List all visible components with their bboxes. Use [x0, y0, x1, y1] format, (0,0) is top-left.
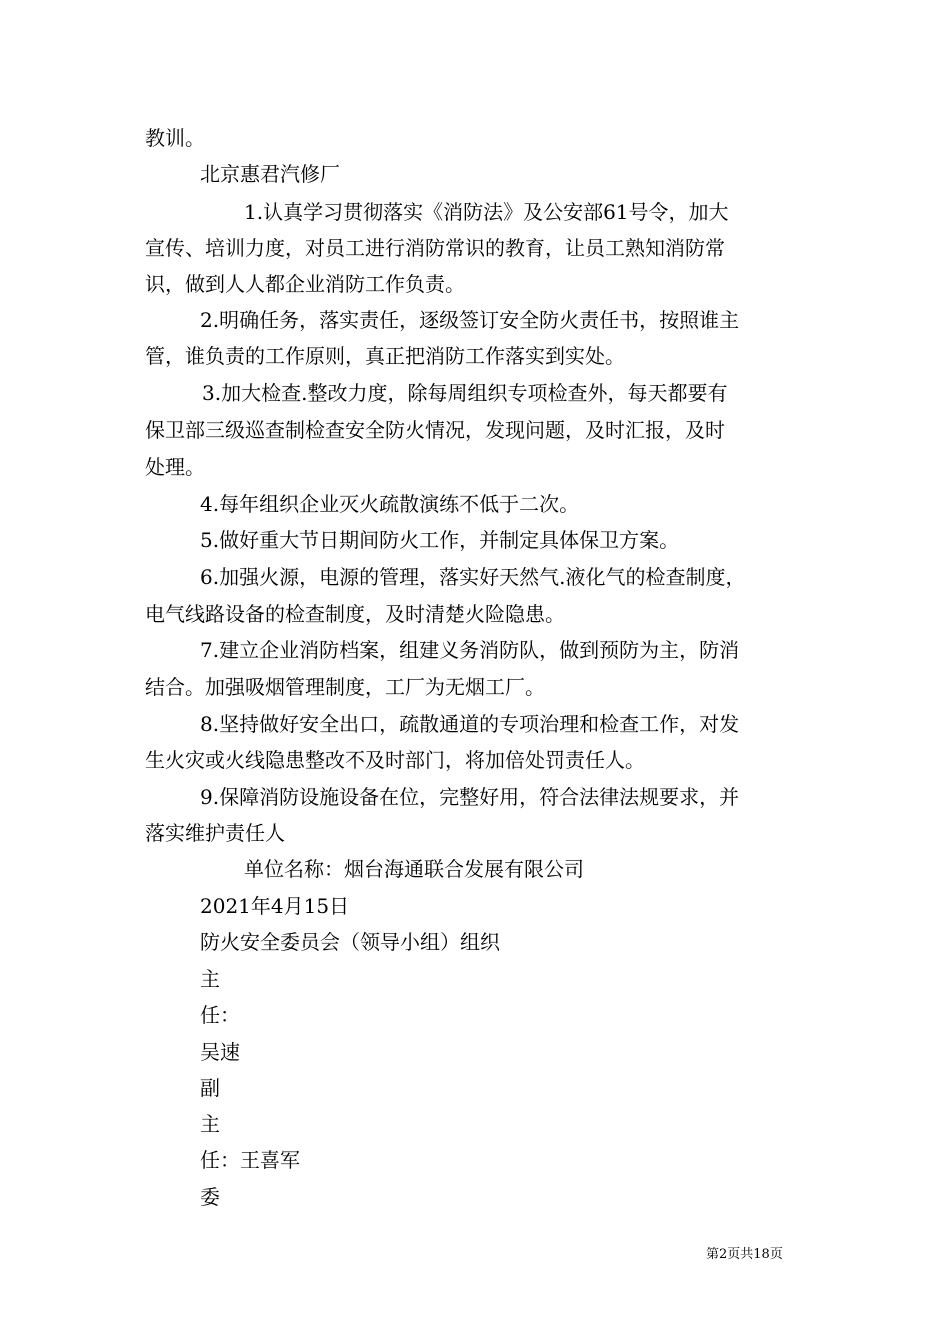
text-line: 3.加大检查.整改力度，除每周组织专项检查外，每天都要有 [202, 381, 728, 405]
text-line: 防火安全委员会（领导小组）组织 [200, 930, 500, 954]
text-line: 委 [200, 1185, 220, 1209]
text-line: 北京惠君汽修厂 [200, 162, 340, 186]
text-line: 任：王喜军 [200, 1148, 300, 1172]
text-line: 2021年4月15日 [200, 894, 350, 918]
text-line: 7.建立企业消防档案，组建义务消防队，做到预防为主，防消 [200, 638, 740, 662]
text-line: 教训。 [145, 126, 205, 150]
text-line: 结合。加强吸烟管理制度，工厂为无烟工厂。 [145, 675, 545, 699]
text-line: 生火灾或火线隐患整改不及时部门，将加倍处罚责任人。 [145, 748, 645, 772]
text-line: 5.做好重大节日期间防火工作，并制定具体保卫方案。 [200, 528, 680, 552]
text-line: 主 [200, 967, 220, 991]
text-line: 主 [200, 1112, 220, 1136]
text-line: 2.明确任务，落实责任，逐级签订安全防火责任书，按照谁主 [200, 308, 740, 332]
text-line: 吴速 [200, 1040, 240, 1064]
text-line: 保卫部三级巡查制检查安全防火情况，发现问题，及时汇报，及时 [145, 418, 725, 442]
text-line: 识，做到人人都企业消防工作负责。 [145, 272, 465, 296]
page-number: 第2页共18页 [706, 1247, 783, 1262]
text-line: 处理。 [145, 455, 205, 479]
text-line: 6.加强火源，电源的管理，落实好天然气.液化气的检查制度， [200, 565, 746, 589]
text-line: 4.每年组织企业灭火疏散演练不低于二次。 [200, 492, 580, 516]
text-line: 任： [200, 1003, 240, 1027]
text-line: 8.坚持做好安全出口，疏散通道的专项治理和检查工作，对发 [200, 712, 740, 736]
text-line: 单位名称：烟台海通联合发展有限公司 [244, 857, 584, 881]
text-line: 9.保障消防设施设备在位，完整好用，符合法律法规要求，并 [200, 785, 740, 809]
text-line: 电气线路设备的检查制度，及时清楚火险隐患。 [145, 602, 565, 626]
text-line: 1.认真学习贯彻落实《消防法》及公安部61号令，加大 [244, 200, 729, 224]
text-line: 副 [200, 1076, 220, 1100]
text-line: 宣传、培训力度，对员工进行消防常识的教育，让员工熟知消防常 [145, 236, 725, 260]
text-line: 落实维护责任人 [145, 821, 285, 845]
text-line: 管，谁负责的工作原则，真正把消防工作落实到实处。 [145, 344, 625, 368]
